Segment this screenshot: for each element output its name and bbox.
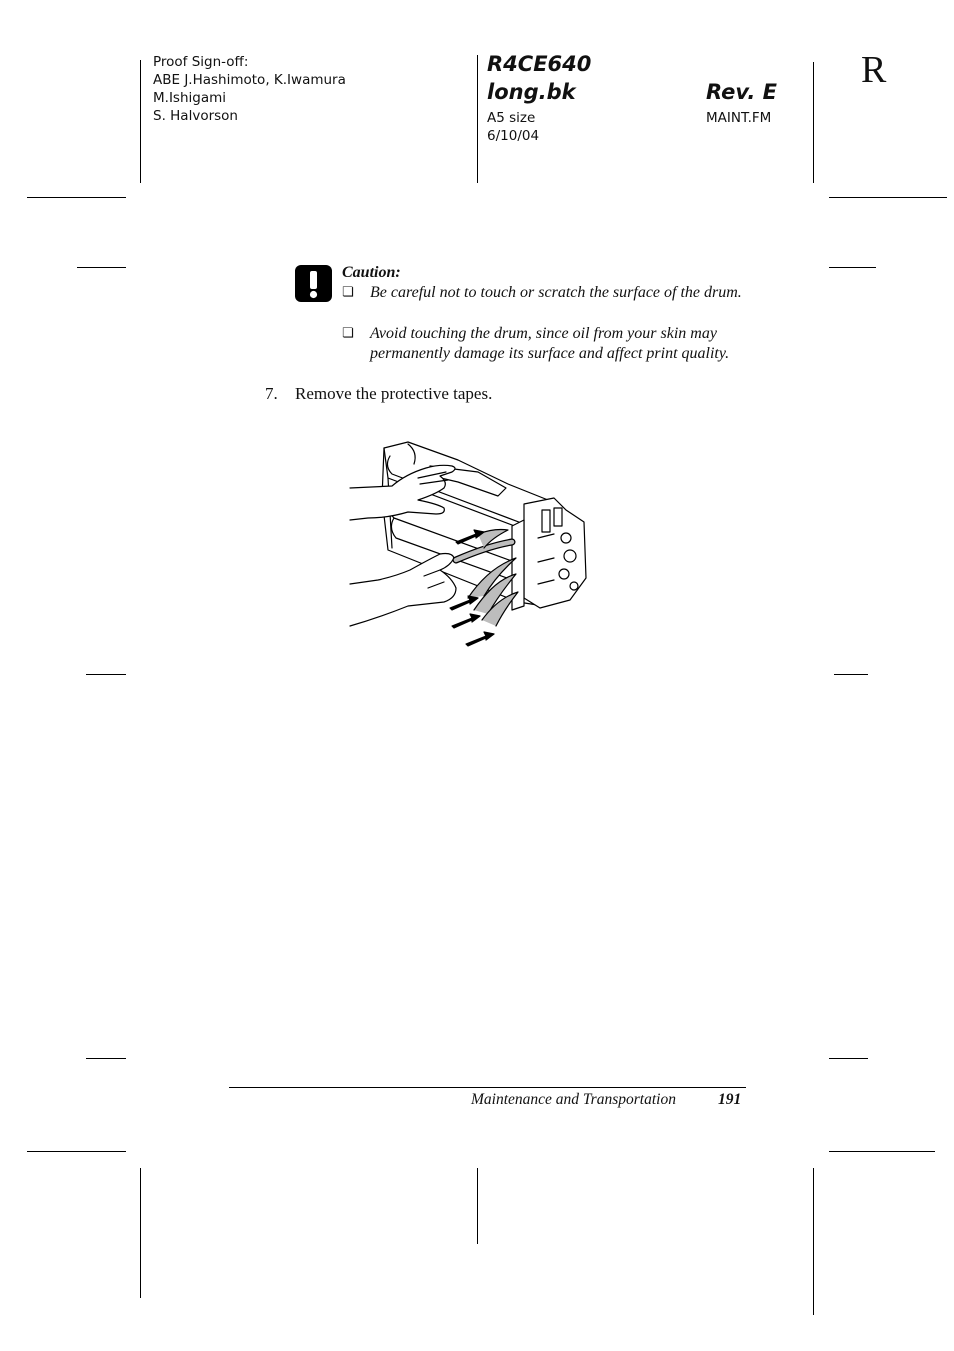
trim-mark-lower-left	[86, 1058, 126, 1059]
crop-mark-bottom-left-horizontal	[27, 1151, 126, 1152]
trim-mark-upper-right	[829, 267, 876, 268]
page-number: 191	[718, 1091, 742, 1108]
trim-mark-mid-right	[834, 674, 868, 675]
caution-item-2: Avoid touching the drum, since oil from your skin may permanently damage its surface and affect print quality.	[370, 325, 730, 362]
trim-mark-upper-left	[77, 267, 126, 268]
proof-signoff-line: Proof Sign-off:	[153, 54, 249, 70]
crop-mark-top-right-vertical	[813, 62, 814, 183]
side-letter: R	[861, 49, 887, 91]
crop-mark-top-right-horizontal	[829, 197, 947, 198]
doc-date: 6/10/04	[487, 128, 540, 144]
proof-signoff-line: S. Halvorson	[153, 108, 238, 124]
footer-section-title: Maintenance and Transportation	[471, 1091, 676, 1108]
crop-mark-top-left-horizontal	[27, 197, 126, 198]
proof-signoff-block	[153, 53, 453, 125]
crop-mark-top-left-vertical	[140, 60, 141, 183]
proof-signoff-line: M.Ishigami	[153, 90, 227, 106]
crop-mark-top-center-vertical	[477, 55, 478, 183]
doc-code: R4CE640	[487, 52, 592, 76]
crop-mark-bottom-right-horizontal	[829, 1151, 935, 1152]
caution-bullet-1: ❏	[342, 285, 354, 300]
proof-signoff-line: ABE J.Hashimoto, K.Iwamura	[153, 72, 346, 88]
book-name: long.bk	[487, 80, 576, 104]
trim-mark-lower-right	[829, 1058, 868, 1059]
caution-title: Caution:	[342, 264, 401, 281]
footer-rule	[229, 1087, 746, 1088]
revision-label: Rev. E	[706, 80, 777, 104]
crop-mark-bottom-left-vertical	[140, 1168, 141, 1298]
photoconductor-unit-illustration-icon	[348, 438, 590, 652]
step-number: 7.	[265, 384, 278, 403]
paper-size: A5 size	[487, 110, 536, 126]
trim-mark-mid-left	[86, 674, 126, 675]
crop-mark-bottom-right-vertical	[813, 1168, 814, 1315]
step-text: Remove the protective tapes.	[295, 384, 493, 403]
caution-icon	[295, 265, 332, 302]
crop-mark-bottom-center-vertical	[477, 1168, 478, 1244]
caution-bullet-2: ❏	[342, 326, 354, 341]
file-name: MAINT.FM	[706, 110, 772, 126]
caution-item-1: Be careful not to touch or scratch the surface of the drum.	[370, 284, 742, 301]
